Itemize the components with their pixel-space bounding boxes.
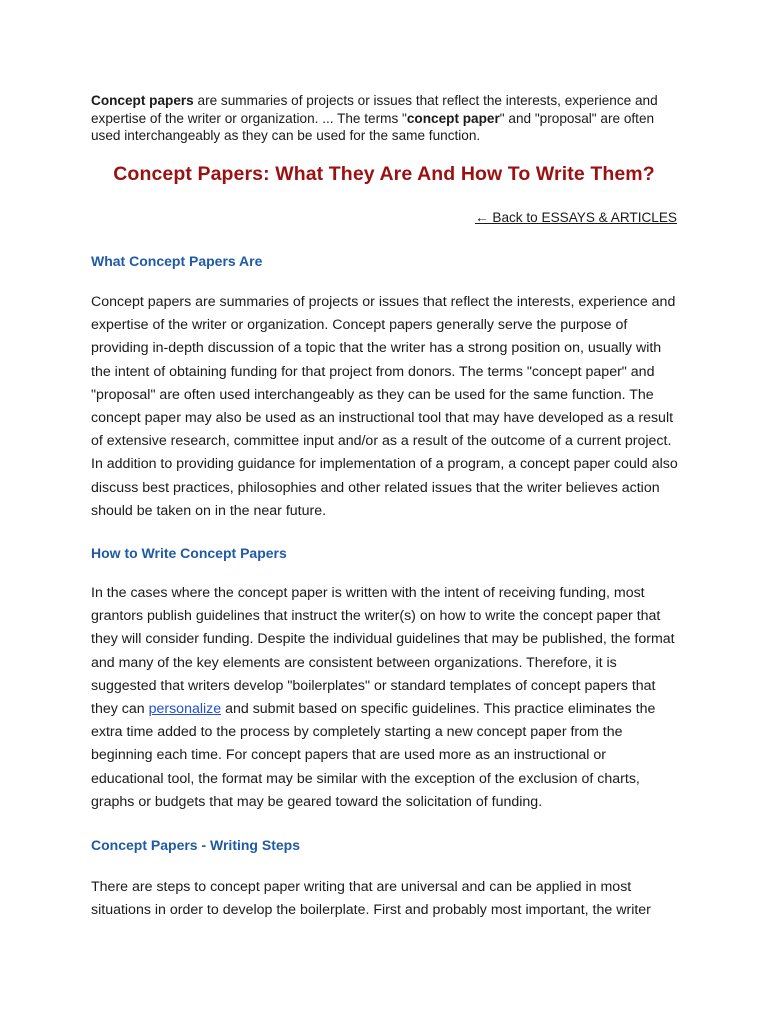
intro-summary <box>91 92 681 145</box>
section-heading-how: How to Write Concept Papers <box>91 545 287 561</box>
section-paragraph-steps: There are steps to concept paper writing that are universal and can be applied in most situations in order to develop the boilerplate. First and probably most important, the writer <box>91 879 651 919</box>
page-title: Concept Papers: What They Are And How To Write Them? <box>113 163 655 185</box>
section-heading-steps: Concept Papers - Writing Steps <box>91 837 300 853</box>
section-paragraph-how <box>91 582 681 814</box>
how-text-after-link: and submit based on specific guidelines. This practice eliminates the extra time added to the process by completely starting a new concept paper from the beginning each time. For concept papers that are used more as an instructional or educational tool, the format may be similar with the exception of the exclusion of charts, graphs or budgets that may be geared toward the solicitation of funding. <box>91 701 656 810</box>
back-to-essays-link[interactable]: ← Back to ESSAYS & ARTICLES <box>475 210 677 225</box>
intro-text-part1: are summaries of projects or issues that reflect the interests, experience and expertise of the writer or organization. ... The terms " <box>91 93 658 126</box>
section-paragraph-what: Concept papers are summaries of projects or issues that reflect the interests, experience and expertise of the writer or organization. Concept papers generally serve the purpose of providing in-depth discussion of a topic that the writer has a strong position on, usually with the intent of obtaining funding for that project from donors. The terms "concept paper" and "proposal" are often used interchangeably as they can be used for the same function. The concept paper may also be used as an instructional tool that may have developed as a result of extensive research, committee input and/or as a result of the outcome of a current project. In addition to providing guidance for implementation of a program, a concept paper could also discuss best practices, philosophies and other related issues that the writer believes action should be taken on in the near future. <box>91 294 678 519</box>
personalize-link[interactable]: personalize <box>148 701 222 718</box>
intro-lead-bold: Concept papers <box>91 93 194 108</box>
how-text-before-link: In the cases where the concept paper is written with the intent of receiving funding, most grantors publish guidelines that instruct the writer(s) on how to write the concept paper that they will consider funding. Despite the individual guidelines that may be published, the format and many of the key elements are consistent between organizations. Therefore, it is suggested that writers develop "boilerplates" or standard templates of concept papers that they can <box>91 585 675 718</box>
intro-term-bold: concept paper <box>406 110 500 126</box>
section-heading-what: What Concept Papers Are <box>91 253 263 269</box>
intro-text-part2: " and "proposal" are often used interchangeably as they can be used for the same function. <box>91 110 655 143</box>
